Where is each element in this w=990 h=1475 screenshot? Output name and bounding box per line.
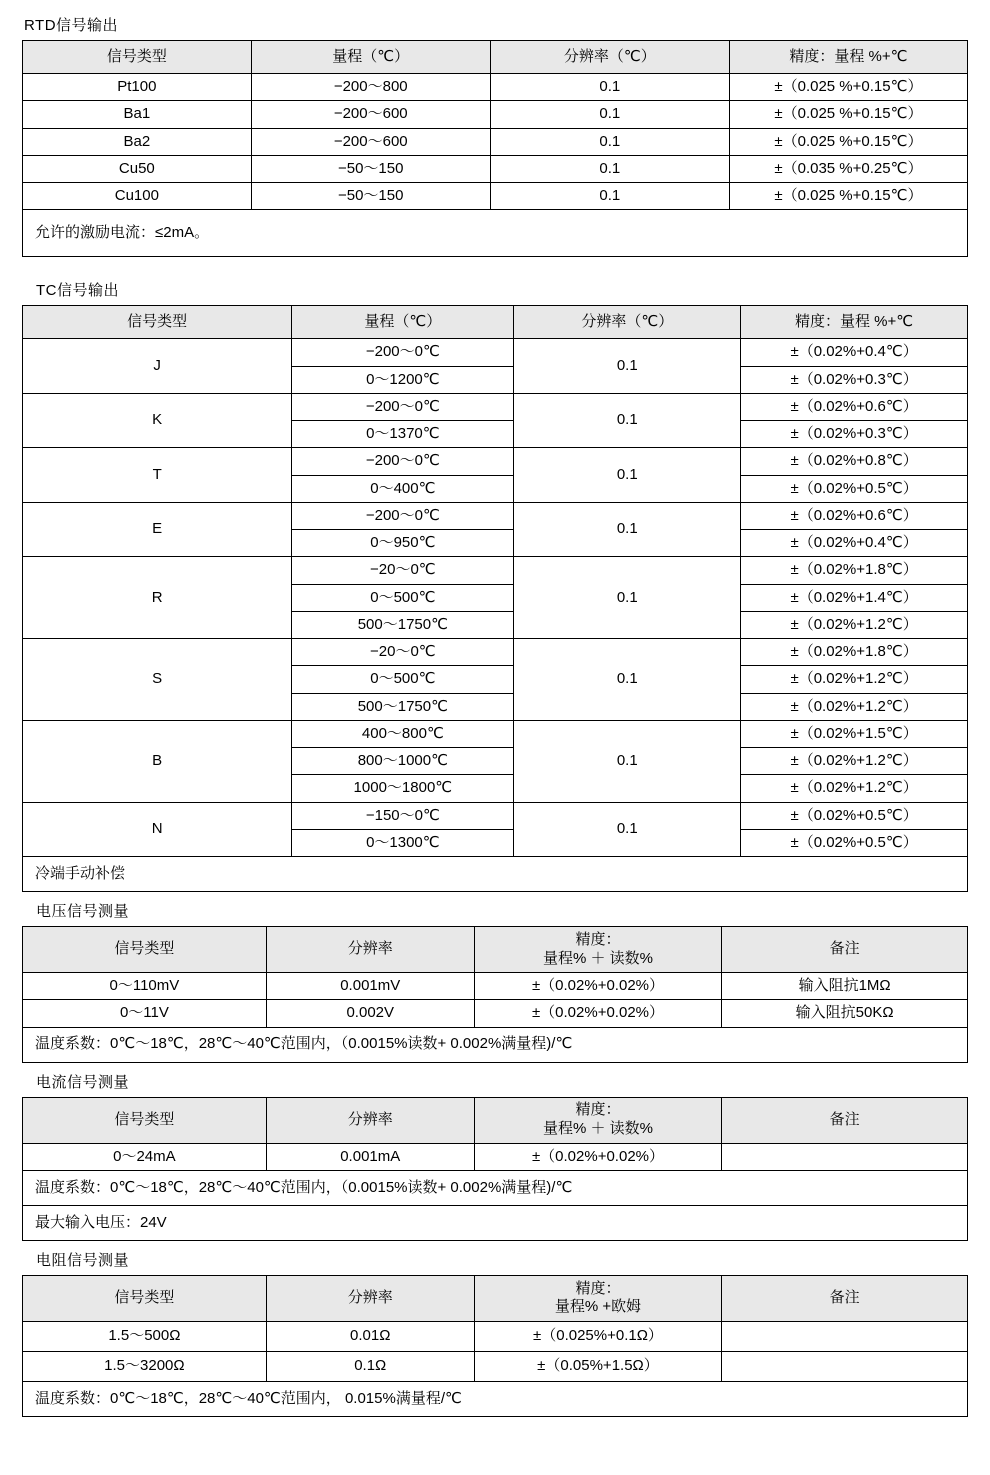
tc-cell-accuracy: ±（0.02%+1.8℃） xyxy=(741,639,968,666)
tc-cell-accuracy: ±（0.02%+1.2℃） xyxy=(741,666,968,693)
tc-cell-resolution: 0.1 xyxy=(514,720,741,802)
resistance-header-accuracy-line2: 量程% +欧姆 xyxy=(554,1298,642,1316)
table-row xyxy=(23,557,968,584)
table-row xyxy=(23,502,968,529)
table-row xyxy=(23,155,968,182)
voltage-section xyxy=(22,900,968,1063)
current-cell-type: 0～24mA xyxy=(23,1143,267,1170)
current-cell-remark xyxy=(722,1143,968,1170)
tc-cell-resolution: 0.1 xyxy=(514,802,741,857)
tc-cell-accuracy: ±（0.02%+0.4℃） xyxy=(741,339,968,366)
tc-section xyxy=(22,279,968,892)
tc-cell-range: 1000～1800℃ xyxy=(292,775,514,802)
voltage-note: 温度系数：0℃～18℃，28℃～40℃范围内，（0.0015%读数+ 0.002%满量程)/℃ xyxy=(23,1027,968,1062)
table-row xyxy=(23,393,968,420)
rtd-header-range: 量程（℃） xyxy=(251,41,490,74)
rtd-table xyxy=(22,40,968,257)
voltage-table xyxy=(22,926,968,1063)
table-row xyxy=(23,1351,968,1381)
current-section-title: 电流信号测量 xyxy=(36,1073,130,1091)
tc-cell-range: 0～500℃ xyxy=(292,584,514,611)
tc-cell-range: 0～1370℃ xyxy=(292,421,514,448)
tc-cell-type: K xyxy=(23,393,292,448)
tc-cell-range: 400～800℃ xyxy=(292,720,514,747)
table-note-row xyxy=(23,1027,968,1062)
tc-cell-accuracy: ±（0.02%+0.6℃） xyxy=(741,502,968,529)
table-header-row xyxy=(23,1097,968,1143)
tc-cell-accuracy: ±（0.02%+0.6℃） xyxy=(741,393,968,420)
tc-cell-accuracy: ±（0.02%+0.3℃） xyxy=(741,366,968,393)
tc-cell-range: −200～0℃ xyxy=(292,502,514,529)
resistance-cell-resolution: 0.1Ω xyxy=(266,1351,474,1381)
rtd-cell-resolution: 0.1 xyxy=(490,128,729,155)
tc-cell-resolution: 0.1 xyxy=(514,639,741,721)
current-table xyxy=(22,1097,968,1241)
current-note-1: 温度系数：0℃～18℃，28℃～40℃范围内，（0.0015%读数+ 0.002%满量程)/℃ xyxy=(23,1170,968,1205)
voltage-cell-type: 0～11V xyxy=(23,1000,267,1027)
table-row xyxy=(23,183,968,210)
table-note-row xyxy=(23,1205,968,1240)
rtd-cell-resolution: 0.1 xyxy=(490,155,729,182)
rtd-cell-type: Ba2 xyxy=(23,128,252,155)
rtd-cell-accuracy: ±（0.025 %+0.15℃） xyxy=(729,128,967,155)
tc-header-signal-type: 信号类型 xyxy=(23,306,292,339)
rtd-cell-type: Pt100 xyxy=(23,74,252,101)
rtd-section-title: RTD信号输出 xyxy=(24,17,119,34)
tc-header-resolution: 分辨率（℃） xyxy=(514,306,741,339)
tc-cell-range: 0～1200℃ xyxy=(292,366,514,393)
rtd-cell-range: −200～600 xyxy=(251,101,490,128)
tc-cell-type: J xyxy=(23,339,292,394)
rtd-cell-resolution: 0.1 xyxy=(490,183,729,210)
tc-cell-resolution: 0.1 xyxy=(514,393,741,448)
tc-cell-accuracy: ±（0.02%+0.5℃） xyxy=(741,475,968,502)
tc-cell-range: 500～1750℃ xyxy=(292,693,514,720)
tc-cell-type: S xyxy=(23,639,292,721)
tc-header-accuracy: 精度：量程 %+℃ xyxy=(741,306,968,339)
table-header-row xyxy=(23,927,968,973)
voltage-header-accuracy xyxy=(474,927,722,973)
tc-cell-accuracy: ±（0.02%+0.5℃） xyxy=(741,802,968,829)
current-header-accuracy-line2: 量程% ＋ 读数% xyxy=(542,1120,653,1137)
rtd-cell-accuracy: ±（0.025 %+0.15℃） xyxy=(729,74,967,101)
rtd-cell-type: Ba1 xyxy=(23,101,252,128)
rtd-cell-range: −200～600 xyxy=(251,128,490,155)
current-header-signal-type: 信号类型 xyxy=(23,1097,267,1143)
rtd-header-signal-type: 信号类型 xyxy=(23,41,252,74)
resistance-section xyxy=(22,1249,968,1417)
table-header-row xyxy=(23,41,968,74)
rtd-cell-accuracy: ±（0.025 %+0.15℃） xyxy=(729,101,967,128)
rtd-cell-accuracy: ±（0.025 %+0.15℃） xyxy=(729,183,967,210)
table-row xyxy=(23,128,968,155)
rtd-cell-range: −50～150 xyxy=(251,183,490,210)
resistance-cell-remark xyxy=(722,1321,968,1351)
table-header-row xyxy=(23,306,968,339)
rtd-cell-range: −200～800 xyxy=(251,74,490,101)
resistance-section-title: 电阻信号测量 xyxy=(36,1251,130,1269)
tc-cell-range: −200～0℃ xyxy=(292,339,514,366)
tc-cell-accuracy: ±（0.02%+0.3℃） xyxy=(741,421,968,448)
table-row xyxy=(23,339,968,366)
rtd-cell-type: Cu50 xyxy=(23,155,252,182)
tc-cell-range: −200～0℃ xyxy=(292,448,514,475)
table-row xyxy=(23,448,968,475)
table-row xyxy=(23,1000,968,1027)
table-note-row xyxy=(23,857,968,892)
table-row xyxy=(23,1321,968,1351)
table-note-row xyxy=(23,1381,968,1416)
tc-cell-type: B xyxy=(23,720,292,802)
voltage-cell-resolution: 0.002V xyxy=(266,1000,474,1027)
tc-cell-type: E xyxy=(23,502,292,557)
tc-cell-accuracy: ±（0.02%+1.8℃） xyxy=(741,557,968,584)
tc-cell-type: N xyxy=(23,802,292,857)
voltage-cell-remark: 输入阻抗50KΩ xyxy=(722,1000,968,1027)
table-header-row xyxy=(23,1275,968,1321)
current-header-remark: 备注 xyxy=(722,1097,968,1143)
tc-cell-range: −150～0℃ xyxy=(292,802,514,829)
voltage-section-title: 电压信号测量 xyxy=(36,903,130,920)
resistance-note: 温度系数：0℃～18℃，28℃～40℃范围内， 0.015%满量程/℃ xyxy=(23,1381,968,1416)
resistance-cell-accuracy: ±（0.05%+1.5Ω） xyxy=(474,1351,722,1381)
tc-cell-accuracy: ±（0.02%+1.4℃） xyxy=(741,584,968,611)
tc-cell-accuracy: ±（0.02%+0.4℃） xyxy=(741,530,968,557)
resistance-cell-accuracy: ±（0.025%+0.1Ω） xyxy=(474,1321,722,1351)
tc-cell-range: −200～0℃ xyxy=(292,393,514,420)
current-header-resolution: 分辨率 xyxy=(266,1097,474,1143)
rtd-cell-resolution: 0.1 xyxy=(490,101,729,128)
tc-note: 冷端手动补偿 xyxy=(23,857,968,892)
table-row xyxy=(23,1143,968,1170)
voltage-header-signal-type: 信号类型 xyxy=(23,927,267,973)
tc-cell-accuracy: ±（0.02%+1.5℃） xyxy=(741,720,968,747)
current-section xyxy=(22,1071,968,1241)
table-row xyxy=(23,802,968,829)
tc-cell-range: 0～950℃ xyxy=(292,530,514,557)
table-row xyxy=(23,720,968,747)
voltage-header-resolution: 分辨率 xyxy=(266,927,474,973)
voltage-cell-accuracy: ±（0.02%+0.02%） xyxy=(474,973,722,1000)
tc-cell-accuracy: ±（0.02%+1.2℃） xyxy=(741,748,968,775)
voltage-cell-resolution: 0.001mV xyxy=(266,973,474,1000)
rtd-section xyxy=(22,14,968,257)
resistance-header-signal-type: 信号类型 xyxy=(23,1275,267,1321)
tc-cell-accuracy: ±（0.02%+1.2℃） xyxy=(741,775,968,802)
tc-cell-range: 800～1000℃ xyxy=(292,748,514,775)
tc-cell-range: −20～0℃ xyxy=(292,557,514,584)
table-row xyxy=(23,639,968,666)
tc-cell-range: 0～1300℃ xyxy=(292,829,514,856)
current-cell-accuracy: ±（0.02%+0.02%） xyxy=(474,1143,722,1170)
voltage-cell-accuracy: ±（0.02%+0.02%） xyxy=(474,1000,722,1027)
table-row xyxy=(23,973,968,1000)
current-header-accuracy xyxy=(474,1097,722,1143)
voltage-cell-remark: 输入阻抗1MΩ xyxy=(722,973,968,1000)
tc-cell-range: −20～0℃ xyxy=(292,639,514,666)
tc-cell-resolution: 0.1 xyxy=(514,448,741,503)
tc-cell-resolution: 0.1 xyxy=(514,557,741,639)
voltage-header-remark: 备注 xyxy=(722,927,968,973)
table-row xyxy=(23,74,968,101)
tc-cell-range: 0～500℃ xyxy=(292,666,514,693)
resistance-header-remark: 备注 xyxy=(722,1275,968,1321)
tc-cell-accuracy: ±（0.02%+1.2℃） xyxy=(741,611,968,638)
table-row xyxy=(23,101,968,128)
voltage-cell-type: 0～110mV xyxy=(23,973,267,1000)
tc-cell-range: 500～1750℃ xyxy=(292,611,514,638)
tc-cell-resolution: 0.1 xyxy=(514,339,741,394)
rtd-header-resolution: 分辨率（℃） xyxy=(490,41,729,74)
current-header-accuracy-line1: 精度： xyxy=(575,1101,621,1119)
rtd-header-accuracy: 精度：量程 %+℃ xyxy=(729,41,967,74)
voltage-header-accuracy-line1: 精度： xyxy=(575,930,621,948)
resistance-table xyxy=(22,1275,968,1417)
rtd-cell-range: −50～150 xyxy=(251,155,490,182)
tc-cell-accuracy: ±（0.02%+0.5℃） xyxy=(741,829,968,856)
voltage-header-accuracy-line2: 量程% ＋ 读数% xyxy=(542,949,653,967)
current-cell-resolution: 0.001mA xyxy=(266,1143,474,1170)
tc-cell-range: 0～400℃ xyxy=(292,475,514,502)
rtd-cell-type: Cu100 xyxy=(23,183,252,210)
resistance-header-resolution: 分辨率 xyxy=(266,1275,474,1321)
tc-cell-type: T xyxy=(23,448,292,503)
tc-table xyxy=(22,305,968,892)
table-note-row xyxy=(23,210,968,257)
rtd-note: 允许的激励电流：≤2mA。 xyxy=(23,210,968,257)
resistance-cell-remark xyxy=(722,1351,968,1381)
resistance-cell-type: 1.5～500Ω xyxy=(23,1321,267,1351)
tc-section-title: TC信号输出 xyxy=(36,282,119,300)
tc-cell-accuracy: ±（0.02%+1.2℃） xyxy=(741,693,968,720)
resistance-header-accuracy xyxy=(474,1275,722,1321)
tc-cell-resolution: 0.1 xyxy=(514,502,741,557)
rtd-cell-accuracy: ±（0.035 %+0.25℃） xyxy=(729,155,967,182)
tc-cell-accuracy: ±（0.02%+0.8℃） xyxy=(741,448,968,475)
current-note-2: 最大输入电压：24V xyxy=(23,1205,968,1240)
resistance-cell-type: 1.5～3200Ω xyxy=(23,1351,267,1381)
rtd-cell-resolution: 0.1 xyxy=(490,74,729,101)
tc-header-range: 量程（℃） xyxy=(292,306,514,339)
resistance-cell-resolution: 0.01Ω xyxy=(266,1321,474,1351)
resistance-header-accuracy-line1: 精度： xyxy=(575,1279,621,1297)
tc-cell-type: R xyxy=(23,557,292,639)
table-note-row xyxy=(23,1170,968,1205)
